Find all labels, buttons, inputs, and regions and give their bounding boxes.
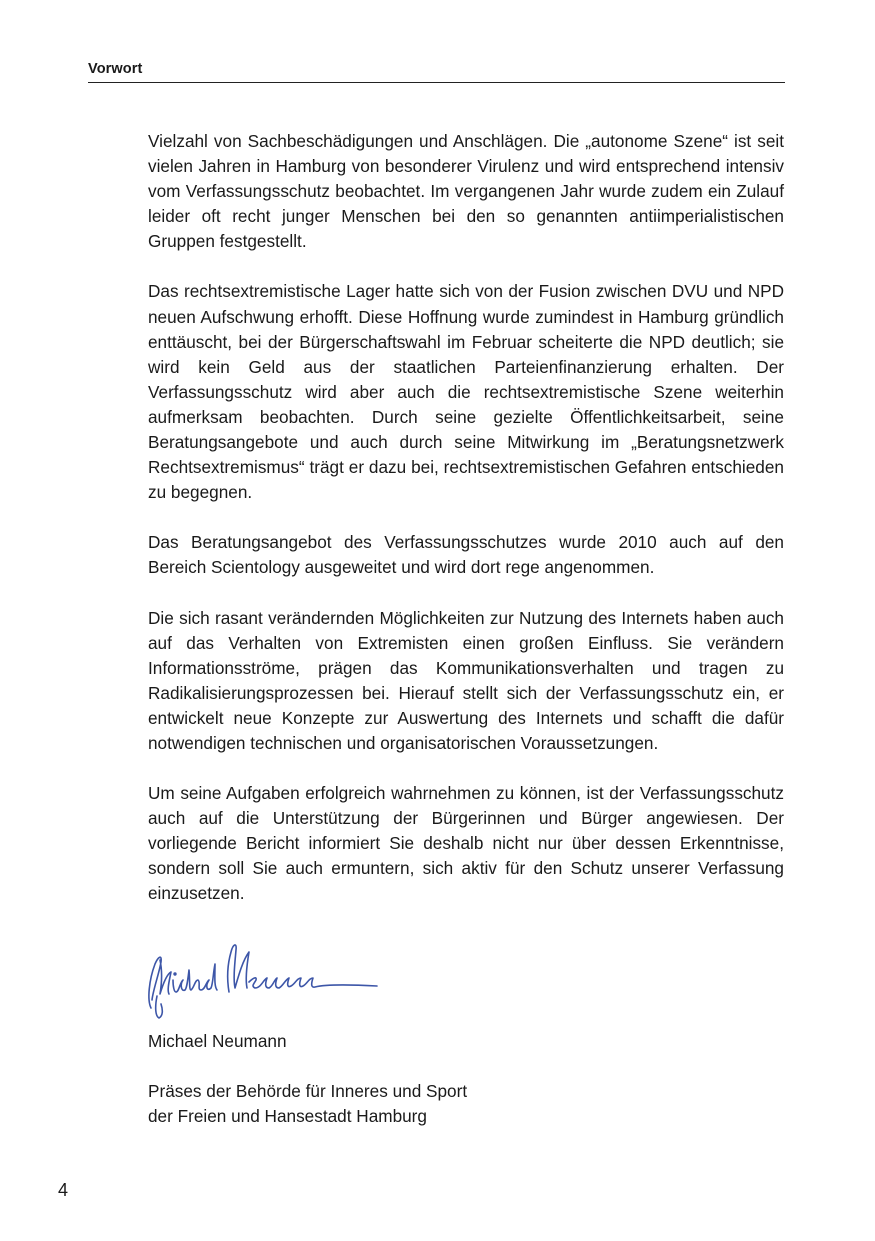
signer-name: Michael Neumann [148, 1031, 287, 1051]
page-number: 4 [58, 1180, 69, 1200]
section-title: Vorwort [88, 61, 143, 77]
paragraph: Vielzahl von Sachbeschädigungen und Anschlägen. Die „autonome Szene“ ist seit vielen Jahren in Hamburg von besonderer Virulenz und wird entsprechend intensiv vom Verfassungsschutz beobachtet. Im vergangenen Jahr wurde zudem ein Zulauf leider oft recht junger Menschen bei den so genannten antiimperialistischen Gruppen festgestellt. [148, 131, 784, 252]
signer-title-line: der Freien und Hansestadt Hamburg [148, 1106, 427, 1126]
paragraph: Das Beratungsangebot des Verfassungsschutzes wurde 2010 auch auf den Bereich Scientology ausgeweitet und wird dort rege angenommen. [148, 532, 784, 578]
body-text [148, 129, 784, 932]
paragraph: Die sich rasant verändernden Möglichkeiten zur Nutzung des Internets haben auch auf das Verhalten von Extremisten einen großen Einfluss. Sie verändern Informationsströme, prägen das Kommunikationsverhalten und tragen zu Radikalisierungsprozessen bei. Hierauf stellt sich der Verfassungsschutz ein, er entwickelt neue Konzepte zur Auswertung des Internets und schafft die dafür notwendigen technischen und organisatorischen Voraussetzungen. [148, 607, 784, 753]
signer-title-line: Präses der Behörde für Inneres und Sport [148, 1081, 468, 1101]
signer-title [148, 1079, 467, 1129]
page-header [88, 58, 785, 83]
paragraph: Um seine Aufgaben erfolgreich wahrnehmen zu können, ist der Verfassungsschutz auch auf die Unterstützung der Bürgerinnen und Bürger angewiesen. Der vorliegende Bericht informiert Sie deshalb nicht nur über dessen Erkenntnisse, sondern soll Sie auch ermuntern, sich aktiv für den Schutz unserer Verfassung einzusetzen. [148, 783, 784, 904]
handwritten-signature [143, 930, 393, 1025]
paragraph: Das rechtsextremistische Lager hatte sich von der Fusion zwischen DVU und NPD neuen Aufschwung erhofft. Diese Hoffnung wurde zumindest in Hamburg gründlich enttäuscht, bei der Bürgerschaftswahl im Februar scheiterte die NPD deutlich; sie wird kein Geld aus der staatlichen Parteienfinanzierung erhalten. Der Verfassungsschutz wird aber auch die rechtsextremistische Szene weiterhin aufmerksam beobachten. Durch seine gezielte Öffentlichkeitsarbeit, seine Beratungsangebote und auch durch seine Mitwirkung im „Beratungsnetzwerk Rechtsextremismus“ trägt er dazu bei, rechtsextremistischen Gefahren entschieden zu begegnen. [148, 281, 784, 503]
